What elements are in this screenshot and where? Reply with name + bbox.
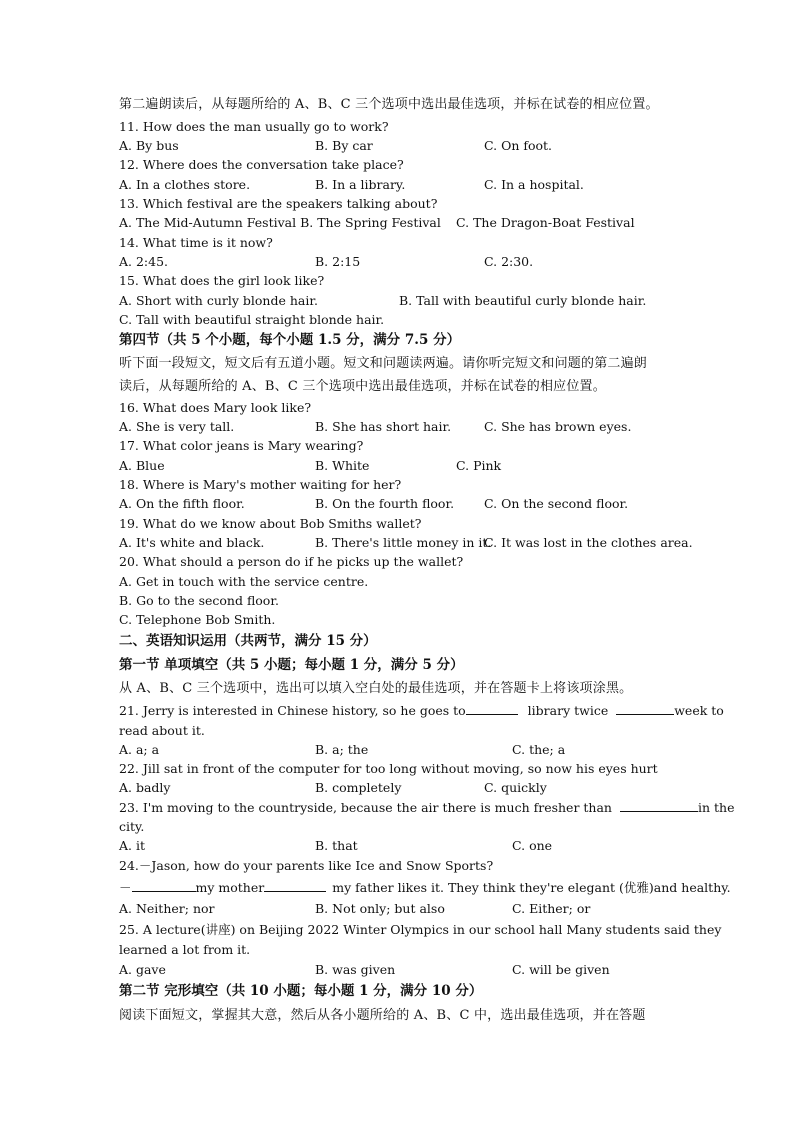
question-20-option-b: B. Go to the second floor. — [119, 593, 279, 608]
stem-part-2: in the — [697, 800, 735, 815]
part-2-section-1-heading: 第一节 单项填空（共 5 小题；每小题 1 分，满分 5 分） — [119, 657, 464, 673]
option-b: B. was given — [315, 962, 396, 977]
question-23-options — [119, 836, 679, 855]
question-14-options — [119, 252, 679, 271]
question-19-stem: 19. What do we know about Bob Smiths wallet? — [119, 516, 422, 531]
question-13-options — [119, 213, 679, 232]
reply-part-3: my father likes it. They think they're elegant (优雅)and healthy. — [332, 880, 731, 895]
question-24-reply — [119, 878, 731, 897]
question-23-stem-continued: city. — [119, 819, 145, 834]
option-a: A. In a clothes store. — [119, 177, 251, 192]
option-a: A. Blue — [119, 458, 165, 473]
question-24-options — [119, 899, 679, 918]
reply-dash: － — [119, 880, 132, 895]
question-20-stem: 20. What should a person do if he picks up the wallet? — [119, 554, 464, 569]
option-a: A. badly — [119, 780, 171, 795]
option-c: C. one — [512, 838, 553, 853]
stem-part-3: week to — [674, 703, 724, 718]
option-c: C. quickly — [484, 780, 547, 795]
question-22-options — [119, 778, 679, 797]
option-b: B. 2:15 — [315, 254, 361, 269]
option-a: A. 2:45. — [119, 254, 169, 269]
option-a: A. Neither; nor — [119, 901, 215, 916]
part-2-section-2-instruction: 阅读下面短文，掌握其大意，然后从各小题所给的 A、B、C 中，选出最佳选项，并在答题 — [119, 1008, 646, 1023]
option-c: C. Pink — [456, 458, 502, 473]
question-23-stem — [119, 798, 735, 817]
question-25-stem: 25. A lecture(讲座) on Beijing 2022 Winter Olympics in our school hall Many students said they — [119, 922, 722, 937]
question-16-stem: 16. What does Mary look like? — [119, 400, 312, 415]
option-a: A. On the fifth floor. — [119, 496, 245, 511]
question-15-options — [119, 291, 679, 310]
option-a: A. a; a — [119, 742, 160, 757]
option-a: A. By bus — [119, 138, 179, 153]
option-b: B. that — [315, 838, 358, 853]
question-16-options — [119, 417, 679, 436]
answer-blank — [264, 878, 326, 892]
part-2-heading: 二、英语知识运用（共两节，满分 15 分） — [119, 633, 377, 649]
option-a-b: A. The Mid-Autumn Festival B. The Spring Festival — [119, 215, 441, 230]
question-13-stem: 13. Which festival are the speakers talking about? — [119, 196, 438, 211]
question-12-options — [119, 175, 679, 194]
section-4-instruction-line-1: 听下面一段短文，短文后有五道小题。短文和问题读两遍。请你听完短文和问题的第二遍朗 — [119, 356, 648, 371]
question-17-options — [119, 456, 679, 475]
question-25-stem-continued: learned a lot from it. — [119, 942, 251, 957]
stem-part-2: library twice — [527, 703, 609, 718]
option-c: C. It was lost in the clothes area. — [484, 535, 693, 550]
question-24-stem: 24.－Jason, how do your parents like Ice and Snow Sports? — [119, 858, 494, 873]
option-a: A. it — [119, 838, 145, 853]
question-21-options — [119, 740, 679, 759]
answer-blank — [132, 878, 196, 892]
option-c: C. will be given — [512, 962, 610, 977]
question-21-stem — [119, 701, 724, 720]
option-a: A. She is very tall. — [119, 419, 235, 434]
question-19-options — [119, 533, 693, 552]
answer-blank — [620, 798, 698, 812]
stem-part-1: 21. Jerry is interested in Chinese history, so he goes to — [119, 703, 466, 718]
option-b: B. On the fourth floor. — [315, 496, 455, 511]
option-c: C. Either; or — [512, 901, 591, 916]
question-25-options — [119, 960, 679, 979]
option-c: C. the; a — [512, 742, 566, 757]
option-a: A. Short with curly blonde hair. — [119, 293, 318, 308]
part-2-section-2-heading: 第二节 完形填空（共 10 小题；每小题 1 分，满分 10 分） — [119, 983, 483, 999]
option-c: C. 2:30. — [484, 254, 534, 269]
question-14-stem: 14. What time is it now? — [119, 235, 273, 250]
option-b: B. In a library. — [315, 177, 406, 192]
question-20-option-c: C. Telephone Bob Smith. — [119, 612, 276, 627]
question-15-stem: 15. What does the girl look like? — [119, 273, 325, 288]
listening-instruction: 第二遍朗读后，从每题所给的 A、B、C 三个选项中选出最佳选项，并标在试卷的相应位置。 — [119, 97, 659, 112]
section-4-heading: 第四节（共 5 个小题，每个小题 1.5 分，满分 7.5 分） — [119, 332, 461, 348]
question-18-stem: 18. Where is Mary's mother waiting for her? — [119, 477, 402, 492]
option-b: B. Not only; but also — [315, 901, 445, 916]
question-15-option-c: C. Tall with beautiful straight blonde hair. — [119, 312, 385, 327]
stem-part-1: 23. I'm moving to the countryside, because the air there is much fresher than — [119, 800, 612, 815]
question-11-stem: 11. How does the man usually go to work? — [119, 119, 389, 134]
option-b: B. a; the — [315, 742, 369, 757]
option-c: C. In a hospital. — [484, 177, 584, 192]
answer-blank — [616, 701, 674, 715]
question-12-stem: 12. Where does the conversation take place? — [119, 157, 404, 172]
reply-part-2: my mother — [195, 880, 265, 895]
option-b: B. By car — [315, 138, 373, 153]
option-b: B. White — [315, 458, 370, 473]
question-18-options — [119, 494, 679, 513]
option-a: A. It's white and black. — [119, 535, 265, 550]
option-b: B. completely — [315, 780, 402, 795]
option-b: B. She has short hair. — [315, 419, 452, 434]
answer-blank — [466, 701, 518, 715]
question-21-stem-continued: read about it. — [119, 723, 205, 738]
option-a: A. gave — [119, 962, 166, 977]
question-22-stem: 22. Jill sat in front of the computer for too long without moving, so now his eyes hurt — [119, 761, 658, 776]
part-2-section-1-instruction: 从 A、B、C 三个选项中，选出可以填入空白处的最佳选项，并在答题卡上将该项涂黑。 — [119, 681, 633, 696]
question-20-option-a: A. Get in touch with the service centre. — [119, 574, 369, 589]
option-b: B. There's little money in it. — [315, 535, 492, 550]
section-4-instruction-line-2: 读后，从每题所给的 A、B、C 三个选项中选出最佳选项，并标在试卷的相应位置。 — [119, 379, 606, 394]
option-c: C. On foot. — [484, 138, 553, 153]
option-c: C. She has brown eyes. — [484, 419, 632, 434]
question-17-stem: 17. What color jeans is Mary wearing? — [119, 438, 364, 453]
option-b: B. Tall with beautiful curly blonde hair. — [399, 293, 647, 308]
question-11-options — [119, 136, 679, 155]
option-c: C. On the second floor. — [484, 496, 629, 511]
option-c: C. The Dragon-Boat Festival — [456, 215, 635, 230]
